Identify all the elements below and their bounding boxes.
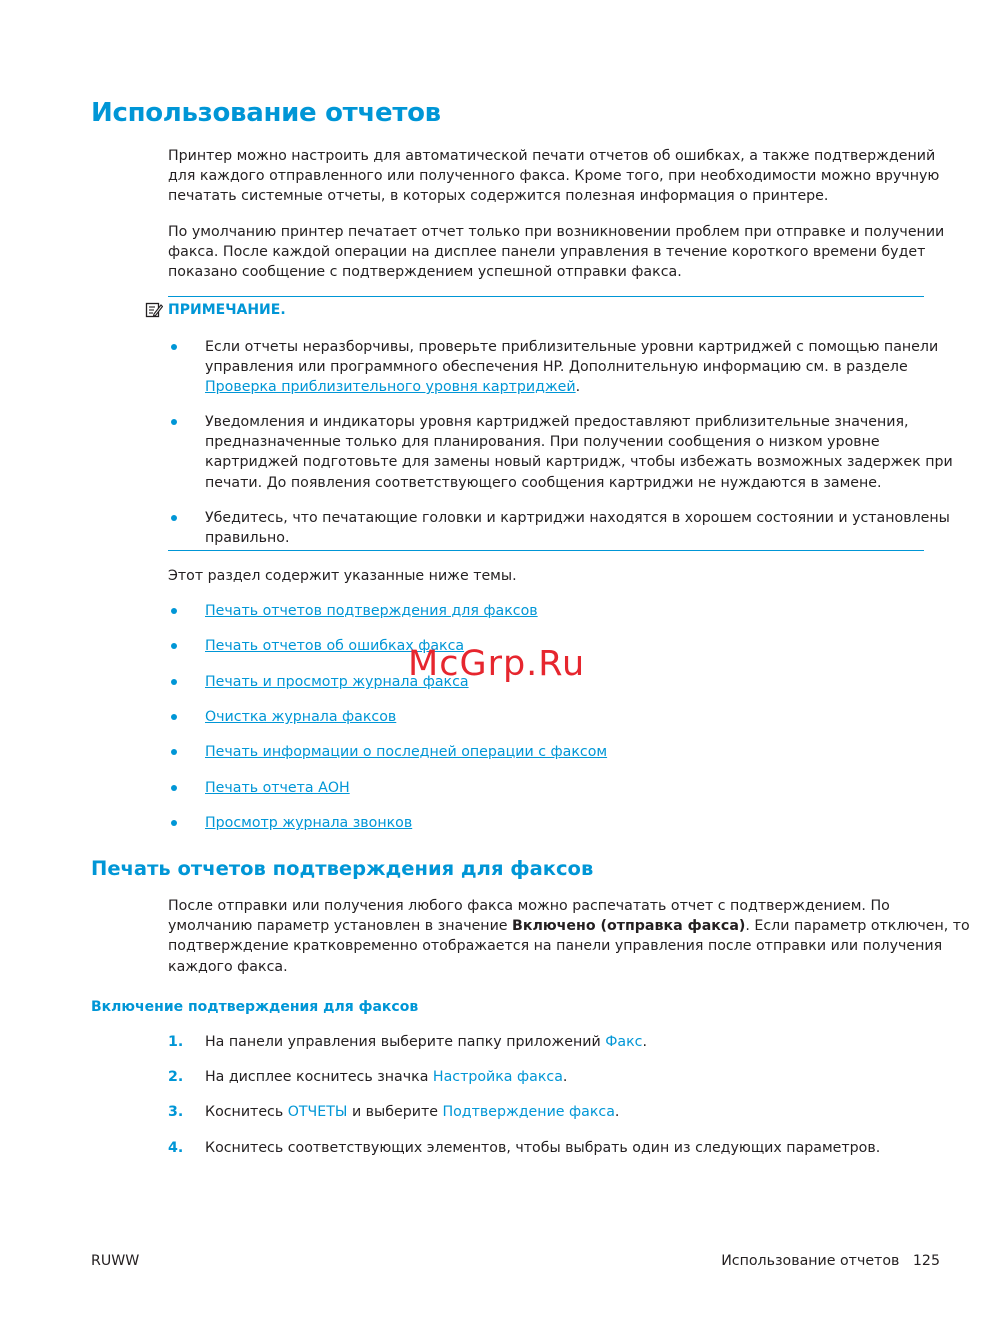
note-top-rule [168,296,924,297]
bullet-dot [171,749,177,755]
ui-fax-confirmation: Подтверждение факса [442,1104,615,1120]
intro-p1-line: Принтер можно настроить для автоматической печати отчетов об ошибках, а также подтверждений [168,148,936,164]
bullet-dot [171,419,177,425]
footer-section: Использование отчетов [721,1253,900,1269]
step-3: Коснитесь ОТЧЕТЫ и выберите Подтверждение факса. [205,1104,620,1120]
note-b1-line: Если отчеты неразборчивы, проверьте приблизительные уровни картриджей с помощью панели [205,339,939,355]
section-line: подтверждение кратковременно отображается на панели управления после отправки или получения [168,938,943,955]
intro-paragraph-1 [168,146,940,207]
note-b3-line: Убедитесь, что печатающие головки и картриджи находятся в хорошем состоянии и установлены [205,510,950,526]
note-b2-line: печати. До появления соответствующего сообщения картриджи не нуждаются в замене. [205,474,882,491]
topic-link-confirmation-reports[interactable]: Печать отчетов подтверждения для факсов [205,603,538,619]
note-b2-line: Уведомления и индикаторы уровня картриджей предоставляют приблизительные значения, [205,414,909,430]
note-b1-line: управления или программного обеспечения HP. Дополнительную информацию см. в разделе [205,359,908,376]
page-number: 125 [912,1253,940,1269]
topic-link-clear-fax-log[interactable]: Очистка журнала факсов [205,709,397,725]
note-pencil-icon [145,301,163,319]
intro-p2-line: факса. После каждой операции на дисплее панели управления в течение короткого времени будет [168,244,926,261]
ui-fax: Факс [605,1034,643,1050]
bullet-dot [171,608,177,614]
bullet-dot [171,643,177,649]
intro-p1-line: для каждого отправленного или полученного факса. Кроме того, при необходимости можно вручную [168,168,940,185]
topic-link-call-history[interactable]: Просмотр журнала звонков [205,815,413,831]
footer-left: RUWW [91,1253,140,1269]
step-number: 4. [168,1140,184,1156]
default-value-text: Включено (отправка факса) [512,918,746,935]
bullet-dot [171,344,177,350]
note-b2-line: предназначенные только для планирования. При получении сообщения о низком уровне [205,434,880,451]
footer-right [721,1251,940,1271]
cartridge-level-link[interactable]: Проверка приблизительного уровня картриджей [205,379,576,396]
bullet-dot [171,714,177,720]
note-bullet-3 [205,508,950,548]
section-line: каждого факса. [168,958,288,975]
topic-link-caller-id-report[interactable]: Печать отчета АОН [205,780,350,796]
topic-link-last-transaction[interactable]: Печать информации о последней операции с факсом [205,744,608,760]
note-bullet-1 [205,337,938,398]
topic-link-error-reports[interactable]: Печать отчетов об ошибках факса [205,638,465,654]
ui-fax-setup: Настройка факса [432,1069,563,1085]
note-b3-line: правильно. [205,530,290,547]
bullet-dot [171,515,177,521]
topic-link-fax-log[interactable]: Печать и просмотр журнала факса [205,674,469,690]
section-line: умолчанию параметр установлен в значение Включено (отправка факса). Если параметр отключен, то [168,918,970,935]
intro-p2-line: показано сообщение с подтверждением успешной отправки факса. [168,264,682,281]
intro-paragraph-2 [168,222,945,283]
step-1: На панели управления выберите папку приложений Факс. [205,1034,647,1050]
step-number: 2. [168,1069,184,1085]
page-title: Использование отчетов [91,98,441,128]
note-b1-line: Проверка приблизительного уровня картриджей. [205,379,581,396]
bullet-dot [171,785,177,791]
note-bullet-2 [205,412,953,493]
ui-reports: ОТЧЕТЫ [287,1104,348,1120]
bullet-dot [171,679,177,685]
step-number: 1. [168,1034,184,1050]
section-line: После отправки или получения любого факса можно распечатать отчет с подтверждением. По [168,898,890,914]
topics-intro: Этот раздел содержит указанные ниже темы. [168,568,517,584]
note-b2-line: картриджей подготовьте для замены новый картридж, чтобы избежать возможных задержек при [205,454,953,471]
note-bottom-rule [168,550,924,551]
subsection-title: Включение подтверждения для факсов [91,999,419,1015]
bullet-dot [171,820,177,826]
step-2: На дисплее коснитесь значка Настройка факса. [205,1069,568,1085]
note-label: ПРИМЕЧАНИЕ. [168,302,286,318]
section-title: Печать отчетов подтверждения для факсов [91,857,594,880]
step-number: 3. [168,1104,184,1120]
step-4: Коснитесь соответствующих элементов, чтобы выбрать один из следующих параметров. [205,1140,881,1156]
section-paragraph [168,896,970,977]
note-header [145,301,286,319]
watermark-text: McGrp.Ru [408,644,586,684]
intro-p2-line: По умолчанию принтер печатает отчет только при возникновении проблем при отправке и получении [168,224,945,240]
intro-p1-line: печатать системные отчеты, в которых содержится полезная информация о принтере. [168,188,829,205]
